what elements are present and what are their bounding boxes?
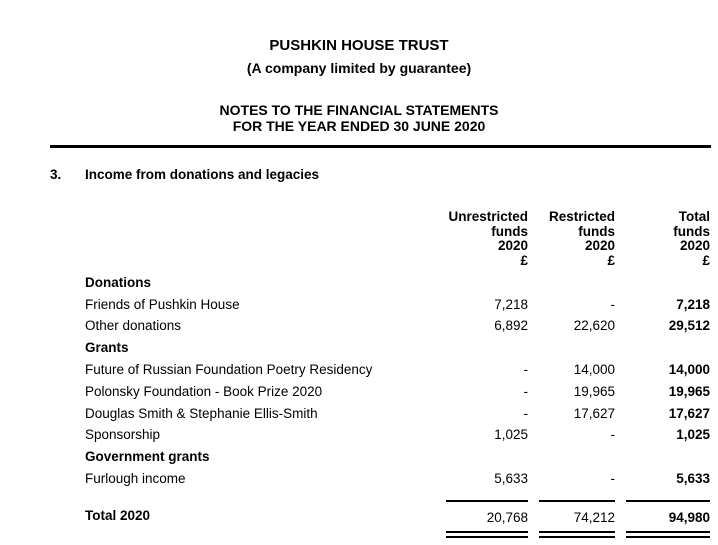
total-value: 5,633 <box>676 470 710 486</box>
restricted-value: 22,620 <box>573 318 615 334</box>
table-row-douglas-smith-stephanie-ellis-smith <box>85 403 710 425</box>
total-value: 19,965 <box>668 383 710 399</box>
restricted-value: 17,627 <box>573 405 615 421</box>
table-row-furlough-income <box>85 468 710 490</box>
row-label: Donations <box>85 274 151 290</box>
total-row-label: Total 2020 <box>85 507 151 523</box>
unrestricted-value: - <box>523 362 528 377</box>
total-restricted-value: 74,212 <box>539 500 615 528</box>
notes-heading-line2: FOR THE YEAR ENDED 30 JUNE 2020 <box>232 118 486 134</box>
total-value: 7,218 <box>676 296 710 312</box>
section-title: Income from donations and legacies <box>85 167 320 182</box>
double-underline-restricted <box>539 531 615 538</box>
total-value: 29,512 <box>668 318 710 334</box>
org-subtitle: (A company limited by guarantee) <box>246 60 472 76</box>
total-row <box>85 500 710 528</box>
double-underline-total <box>626 531 710 538</box>
table-row-donations-heading <box>85 272 710 294</box>
column-header-total: Total funds 2020 £ <box>626 210 710 269</box>
row-label: Furlough income <box>85 470 186 486</box>
column-header-restricted: Restricted funds 2020 £ <box>539 210 615 269</box>
notes-heading <box>0 102 718 134</box>
restricted-value: - <box>610 296 615 312</box>
table-row-friends-of-pushkin-house <box>85 294 710 316</box>
row-label: Government grants <box>85 449 210 465</box>
restricted-value: 19,965 <box>573 383 615 399</box>
row-label: Friends of Pushkin House <box>85 296 240 312</box>
table-row-future-of-russian-foundation <box>85 359 710 381</box>
currency-symbol: £ <box>607 253 615 269</box>
row-label: Grants <box>85 340 129 356</box>
row-label: Sponsorship <box>85 427 161 443</box>
table-row-other-donations <box>85 315 710 337</box>
total-section <box>85 500 710 538</box>
column-header-unrestricted: Unrestricted funds 2020 £ <box>446 210 528 269</box>
donations-table <box>85 210 710 538</box>
table-row-government-grants-heading <box>85 446 710 468</box>
table-row-polonsky-foundation <box>85 381 710 403</box>
notes-heading-line1: NOTES TO THE FINANCIAL STATEMENTS <box>219 102 499 118</box>
org-title: PUSHKIN HOUSE TRUST <box>269 37 449 54</box>
restricted-value: - <box>610 427 615 443</box>
total-total-value: 94,980 <box>626 500 710 528</box>
total-value: 14,000 <box>668 362 710 377</box>
row-label: Future of Russian Foundation Poetry Residency <box>85 362 373 377</box>
double-underline-unrestricted <box>446 531 528 538</box>
unrestricted-value: 1,025 <box>494 427 528 443</box>
label-column-header <box>85 210 435 269</box>
unrestricted-value: 5,633 <box>494 470 528 486</box>
table-column-headers <box>85 210 710 269</box>
row-label: Douglas Smith & Stephanie Ellis-Smith <box>85 405 318 421</box>
restricted-value: - <box>610 470 615 486</box>
currency-symbol: £ <box>702 253 710 269</box>
total-value: 17,627 <box>668 405 710 421</box>
table-row-grants-heading <box>85 337 710 359</box>
row-label: Polonsky Foundation - Book Prize 2020 <box>85 383 323 399</box>
section-number: 3. <box>50 167 62 182</box>
row-label: Other donations <box>85 318 182 334</box>
unrestricted-value: - <box>523 405 528 421</box>
restricted-value: 14,000 <box>573 362 615 377</box>
table-row-sponsorship <box>85 424 710 446</box>
section-heading <box>50 167 319 182</box>
currency-symbol: £ <box>520 253 528 269</box>
total-value: 1,025 <box>676 427 710 443</box>
total-unrestricted-value: 20,768 <box>446 500 528 528</box>
unrestricted-value: 6,892 <box>494 318 528 334</box>
unrestricted-value: - <box>523 383 528 399</box>
header-divider-rule <box>50 145 711 148</box>
total-double-rule-row <box>85 531 710 538</box>
unrestricted-value: 7,218 <box>494 296 528 312</box>
